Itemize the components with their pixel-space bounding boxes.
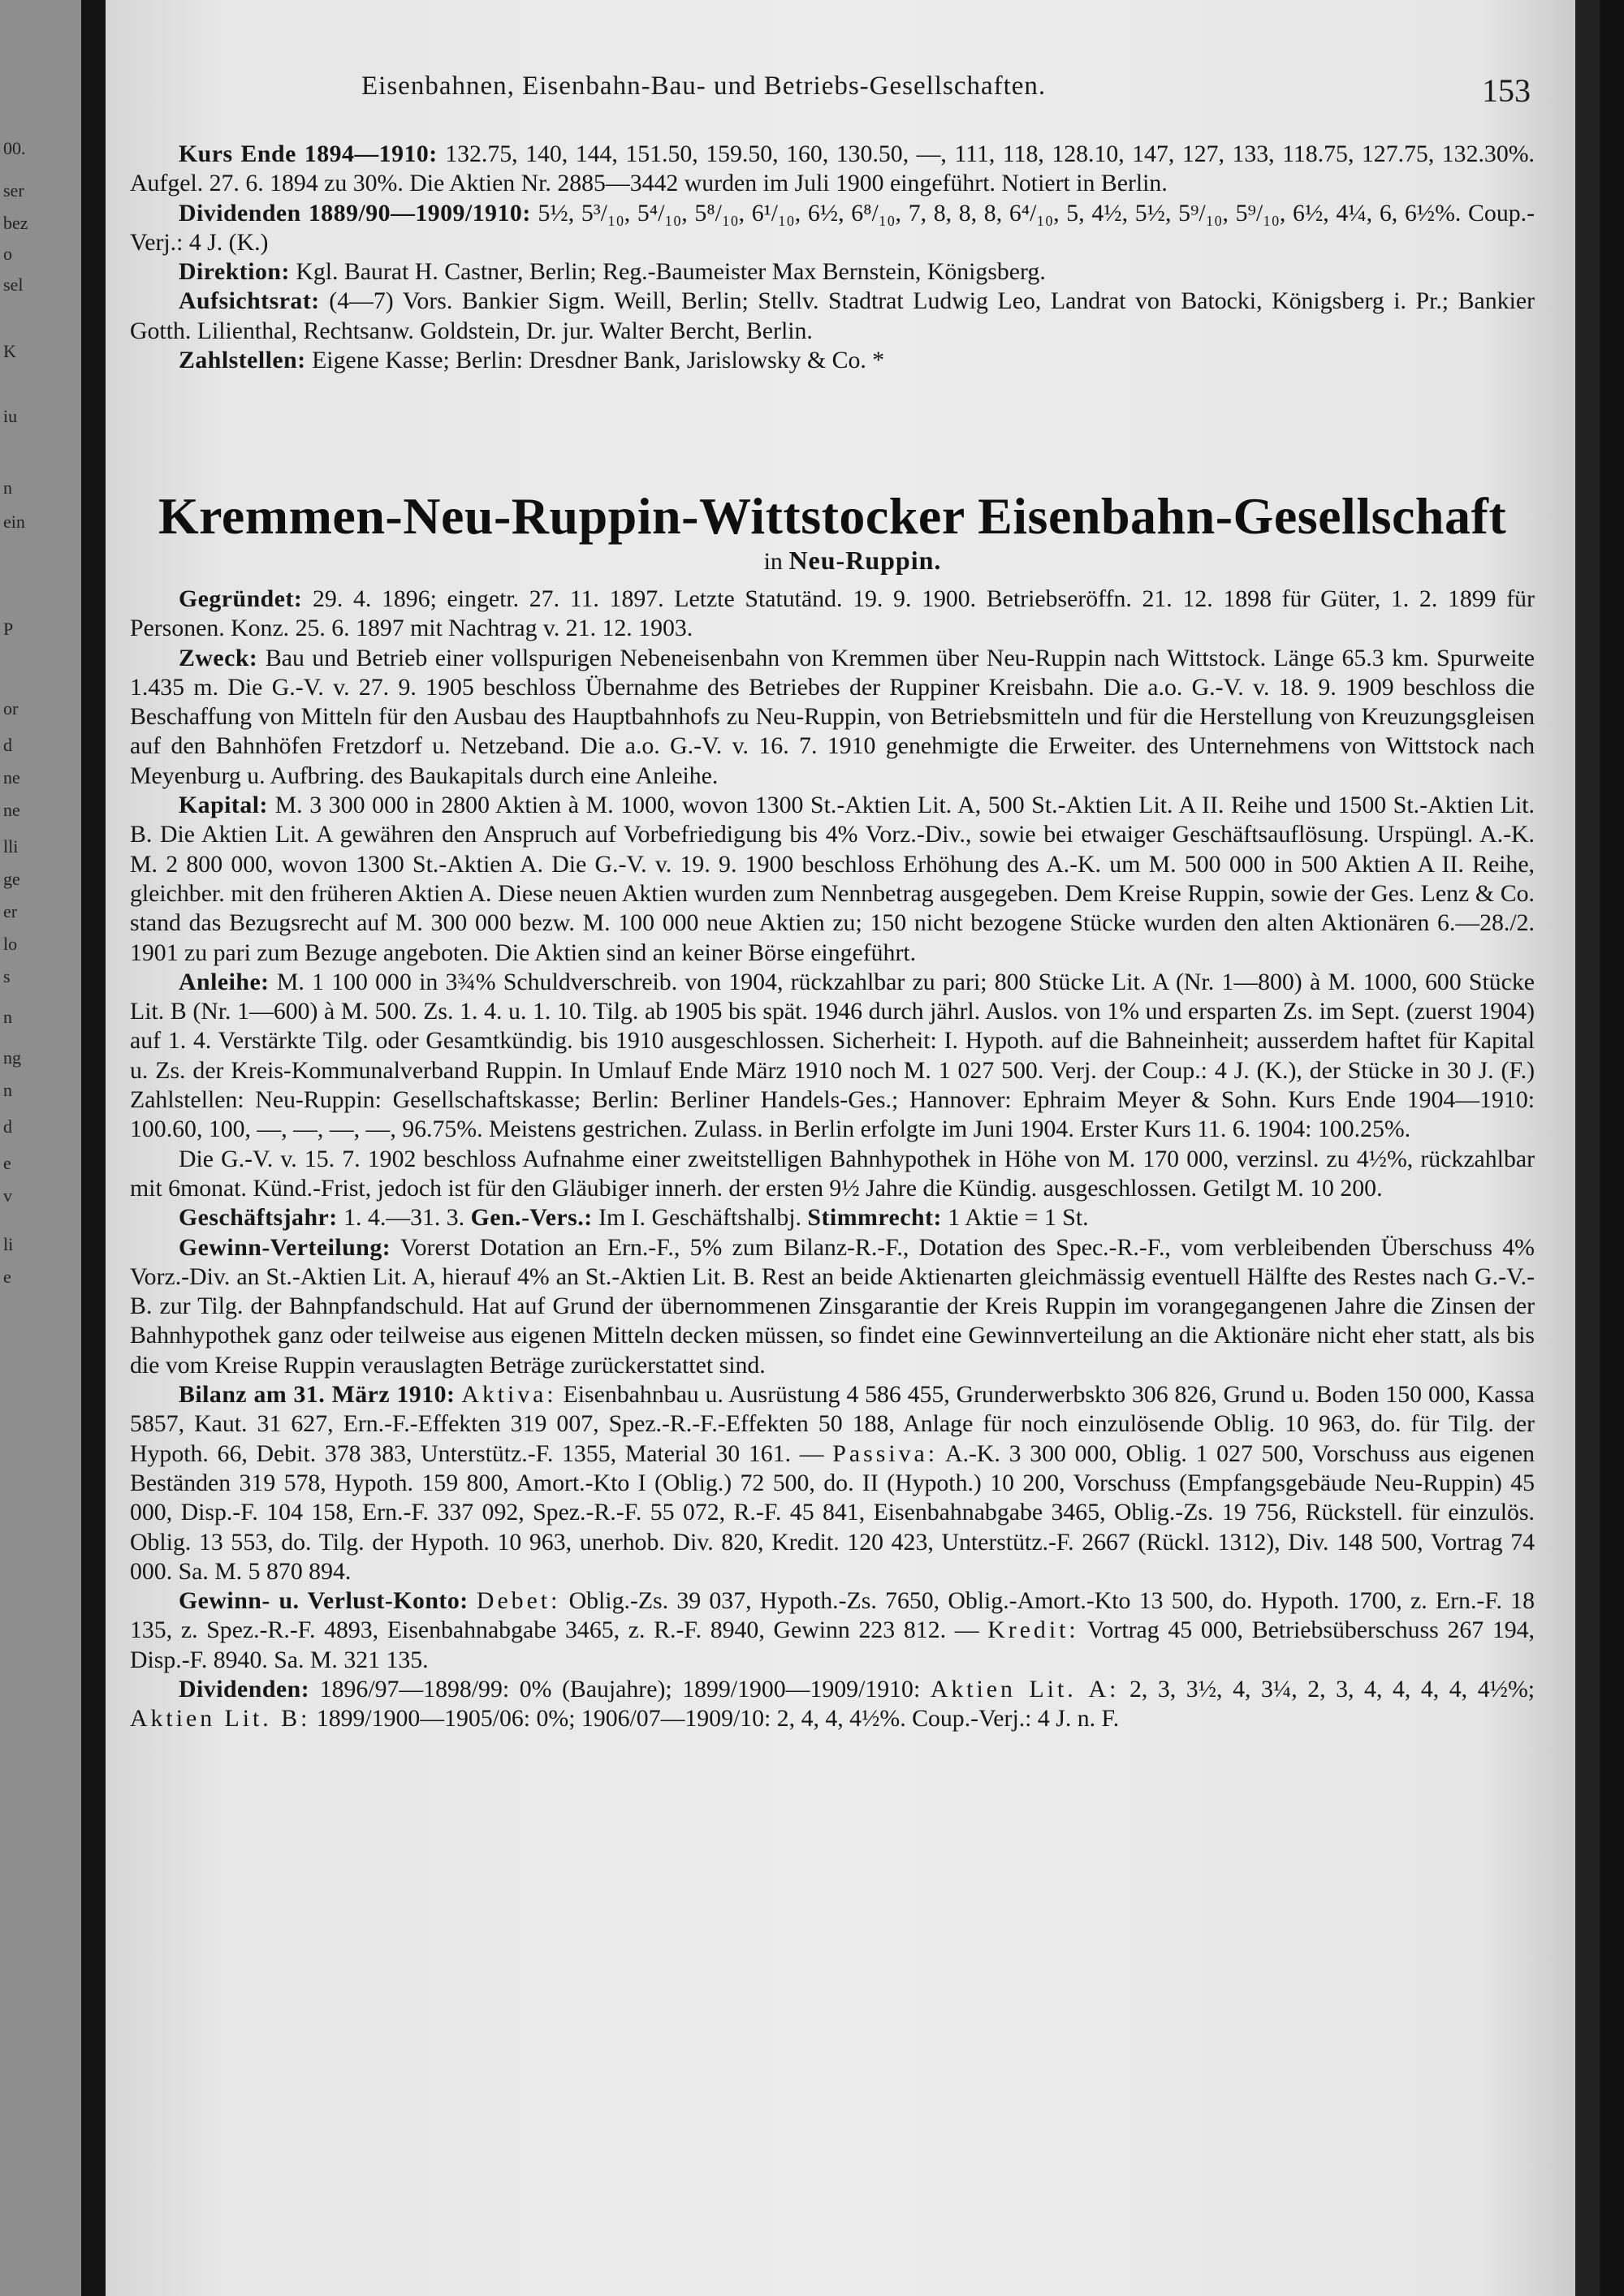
margin-fragment: bez: [3, 213, 28, 233]
margin-fragment: n: [3, 1080, 12, 1100]
passiva-label: Passiva:: [832, 1439, 938, 1467]
debet-label: Debet:: [476, 1587, 561, 1615]
company-location: [106, 546, 1600, 576]
margin-fragment: lli: [3, 836, 19, 857]
bilanz-paragraph: [130, 1380, 1535, 1586]
kurs-label: Kurs Ende 1894—1910:: [179, 140, 438, 167]
dividenden-text-2: 2, 3, 3½, 4, 3¼, 2, 3, 4, 4, 4, 4, 4½%;: [1129, 1675, 1535, 1703]
margin-fragment: lo: [3, 934, 18, 954]
margin-fragment: s: [3, 966, 11, 986]
dividends-text: 5½, 5³/₁₀, 5⁴/₁₀, 5⁸/₁₀, 6¹/₁₀, 6½, 6⁸/₁₀, 7, 8, 8, 8, 6⁴/₁₀, 5, 4½, 5½, 5⁹/₁₀, 5⁹/₁₀, 6½, 4¼, 6, 6½%. Coup.-Verj.: 4 J. (K.): [130, 199, 1535, 256]
kurs-text: 132.75, 140, 144, 151.50, 159.50, 160, 130.50, —, 111, 118, 128.10, 147, 127, 133, 118.75, 127.75, 132.30%. Aufgel. 27. 6. 1894 zu 30%. Die Aktien Nr. 2885—3442 wurden im Juli 1900 eingeführt. Notiert in Berlin.: [130, 140, 1535, 197]
anleihe-label: Anleihe:: [179, 968, 270, 995]
aufsichtsrat-label: Aufsichtsrat:: [179, 287, 320, 315]
zweck-label: Zweck:: [179, 644, 258, 671]
dividends-paragraph: [130, 199, 1535, 258]
gv-paragraph: [130, 1145, 1535, 1204]
margin-fragment: d: [3, 1116, 12, 1137]
header-title: Eisenbahnen, Eisenbahn-Bau- und Betriebs-Gesellschaften.: [361, 71, 1047, 101]
margin-fragment: d: [3, 735, 12, 755]
kapital-text: M. 3 300 000 in 2800 Aktien à M. 1000, wovon 1300 St.-Aktien Lit. A, 500 St.-Aktien Lit. A II. Reihe und 1500 St.-Aktien Lit. B. Die Aktien Lit. A gewähren den Anspruch auf Vorbefriedigung bis 4% Vorz.-Div., sowie bei etwaiger Geschäftsauflösung. Urspüngl. A.-K. M. 2 800 000, wovon 1300 St.-Aktien A. Die G.-V. v. 19. 9. 1900 beschloss Erhöhung des A.-K. um M. 500 000 in 500 Aktien A II. Reihe, gleichber. mit den früheren Aktien A. Diese neuen Aktien wurden zum Nennbetrag ausgegeben. Dem Kreise Ruppin, sowie der Ges. Lenz & Co. stand das Bezugsrecht auf M. 300 000 bezw. M. 100 000 neue Aktien zu; 150 nicht bezogene Stücke wurden den alten Aktionären 6.—28./2. 1901 zu pari zum Bezuge angeboten. Die Aktien sind an keiner Börse eingeführt.: [130, 792, 1535, 966]
dividenden-paragraph: [130, 1675, 1535, 1734]
margin-fragment: P: [3, 619, 14, 639]
location-prefix: in: [763, 548, 783, 575]
aufsichtsrat-paragraph: [130, 287, 1535, 346]
margin-fragment: ng: [3, 1047, 21, 1068]
zweck-paragraph: [130, 644, 1535, 791]
zahlstellen-text: Eigene Kasse; Berlin: Dresdner Bank, Jarislowsky & Co. *: [312, 347, 885, 374]
zahlstellen-label: Zahlstellen:: [179, 347, 306, 374]
direktion-text: Kgl. Baurat H. Castner, Berlin; Reg.-Baumeister Max Bernstein, Königsberg.: [296, 258, 1046, 286]
geschaeftsjahr-text: 1. 4.—31. 3.: [343, 1204, 465, 1232]
gegruendet-label: Gegründet:: [179, 585, 303, 612]
aktiva-label: Aktiva:: [461, 1381, 557, 1409]
margin-fragment: er: [3, 901, 18, 921]
zweck-text: Bau und Betrieb einer vollspurigen Nebeneisenbahn von Kremmen über Neu-Ruppin nach Wittstock. Länge 65.3 km. Spurweite 1.435 m. Die G.-V. v. 27. 9. 1905 beschloss Übernahme des Betriebes der Ruppiner Kreisbahn. Die a.o. G.-V. v. 18. 9. 1909 beschloss die Beschaffung von Mitteln für den Ausbau des Hauptbahnhofs zu Neu-Ruppin, von Betriebsmitteln und für die Herstellung von Kreuzungsgleisen auf den Bahnhöfen Fretzdorf u. Netzeband. Die a.o. G.-V. v. 16. 7. 1910 genehmigte die Erweiter. des Unternehmens von Wittstock nach Meyenburg u. Aufbring. des Baukapitals durch eine Anleihe.: [130, 644, 1535, 789]
bilanz-label: Bilanz am 31. März 1910:: [179, 1381, 456, 1409]
margin-fragment: iu: [3, 406, 18, 426]
anleihe-paragraph: [130, 968, 1535, 1145]
direktion-label: Direktion:: [179, 258, 290, 286]
page-number: 153: [1482, 72, 1531, 109]
company-title: Kremmen-Neu-Ruppin-Wittstocker Eisenbahn-Gesellschaft: [158, 487, 1507, 545]
guv-label: Gewinn- u. Verlust-Konto:: [179, 1587, 469, 1615]
gegruendet-text: 29. 4. 1896; eingetr. 27. 11. 1897. Letzte Statutänd. 19. 9. 1900. Betriebseröffn. 21. 12. 1898 für Güter, 1. 2. 1899 für Personen. Konz. 25. 6. 1897 mit Nachtrag v. 21. 12. 1903.: [130, 585, 1535, 642]
gewinnverteilung-paragraph: [130, 1233, 1535, 1380]
margin-fragment: v: [3, 1185, 12, 1206]
zahlstellen-paragraph: [130, 346, 1535, 375]
stimmrecht-text: 1 Aktie = 1 St.: [948, 1204, 1089, 1232]
gv-text: Die G.-V. v. 15. 7. 1902 beschloss Aufnahme einer zweitstelligen Bahnhypothek in Höhe von M. 170 000, verzinsl. zu 4½%, rückzahlbar mit 6monat. Künd.-Frist, jedoch ist für den Gläubiger innerh. der ersten 9½ Jahre die Kündig. ausgeschlossen. Getilgt M. 10 200.: [130, 1145, 1535, 1202]
margin-fragment: ser: [3, 180, 24, 201]
aktien-b-label: Aktien Lit. B:: [130, 1705, 311, 1733]
previous-entry: [130, 140, 1535, 375]
company-entry: [130, 585, 1535, 1734]
guv-paragraph: [130, 1586, 1535, 1675]
location-place: Neu-Ruppin.: [788, 546, 942, 575]
kapital-paragraph: [130, 791, 1535, 968]
geschaeftsjahr-label: Geschäftsjahr:: [179, 1204, 338, 1232]
book-gutter: [81, 0, 106, 2296]
margin-fragment: ein: [3, 511, 25, 532]
document-page: [106, 0, 1600, 2296]
dividenden-text-1: 1896/97—1898/99: 0% (Baujahre); 1899/1900—1909/1910:: [319, 1675, 921, 1703]
geschaeftsjahr-paragraph: [130, 1203, 1535, 1232]
genvers-label: Gen.-Vers.:: [470, 1204, 593, 1232]
margin-fragment: li: [3, 1234, 14, 1254]
guv-kredit-text: Vortrag 45 000, Betriebsüberschuss 267 194, Disp.-F. 8940. Sa. M. 321 135.: [130, 1616, 1535, 1673]
bilanz-passiva-text: A.-K. 3 300 000, Oblig. 1 027 500, Vorschuss aus eigenen Beständen 319 578, Hypoth. 159 800, Amort.-Kto I (Oblig.) 72 500, do. II (Hypoth.) 10 200, Vorschuss (Empfangsgebäude Neu-Ruppin) 45 000, Disp.-F. 104 158, Ern.-F. 337 092, Spez.-R.-F. 55 072, R.-F. 45 841, Eisenbahnabgabe 3465, Oblig.-Zs. 19 756, Rückstell. für einzulös. Oblig. 13 553, do. Tilg. der Hypoth. 10 963, unerhob. Div. 820, Kredit. 120 423, Unterstütz.-F. 2667 (Rückl. 1312), Div. 148 500, Vortrag 74 000. Sa. M. 5 870 894.: [130, 1439, 1535, 1585]
margin-fragment: n: [3, 477, 12, 498]
margin-fragment: e: [3, 1267, 11, 1287]
gewinnverteilung-text: Vorerst Dotation an Ern.-F., 5% zum Bilanz-R.-F., Dotation des Spec.-R.-F., vom verbleibenden Überschuss 4% Vorz.-Div. an St.-Aktien Lit. A, hierauf 4% an St.-Aktien Lit. B. Rest an beide Aktienarten gleichmässig eventuell Hälfte des Restes nach G.-V.-B. zur Tilg. der Bahnpfandschuld. Hat auf Grund der übernommenen Zinsgarantie der Kreis Ruppin im vorangegangenen Jahre die Zinsen der Bahnhypothek ganz oder teilweise aus eigenen Mitteln decken müssen, so findet eine Gewinnverteilung an die Aktionäre nicht eher statt, als bis die vom Kreise Ruppin verauslagten Beträge zurückerstattet sind.: [130, 1233, 1535, 1379]
dividends-label: Dividenden 1889/90—1909/1910:: [179, 199, 531, 227]
margin-fragment: n: [3, 1007, 12, 1027]
adjacent-page-margin: [0, 0, 81, 2296]
gewinnverteilung-label: Gewinn-Verteilung:: [179, 1233, 391, 1261]
margin-fragment: sel: [3, 274, 24, 295]
gegruendet-paragraph: [130, 585, 1535, 644]
genvers-text: Im I. Geschäftshalbj.: [598, 1204, 801, 1232]
margin-fragment: ne: [3, 800, 20, 820]
anleihe-text: M. 1 100 000 in 3¾% Schuldverschreib. von 1904, rückzahlbar zu pari; 800 Stücke Lit. A (Nr. 1—800) à M. 1000, 600 Stücke Lit. B (Nr. 1—600) à M. 500. Zs. 1. 4. u. 1. 10. Tilg. ab 1905 bis spät. 1946 durch jährl. Auslos. von 1% und ersparten Zs. im Sept. (zuerst 1904) auf 1. 4. Verstärkte Tilg. oder Gesamtkündig. bis 1910 ausgeschlossen. Sicherheit: I. Hypoth. auf die Bahneinheit; ausserdem haftet für Kapital u. Zs. der Kreis-Kommunalverband Ruppin. In Umlauf Ende März 1910 noch M. 1 027 500. Verj. der Coup.: 4 J. (K.), der Stücke in 30 J. (F.) Zahlstellen: Neu-Ruppin: Gesellschaftskasse; Berlin: Berliner Handels-Ges.; Hannover: Ephraim Meyer & Sohn. Kurs Ende 1904—1910: 100.60, 100, —, —, —, —, 96.75%. Meistens gestrichen. Zulass. in Berlin erfolgte im Juni 1904. Erster Kurs 11. 6. 1904: 100.25%.: [130, 968, 1535, 1143]
dividenden-label: Dividenden:: [179, 1675, 310, 1703]
kurs-paragraph: [130, 140, 1535, 199]
kredit-label: Kredit:: [987, 1616, 1079, 1644]
bilanz-aktiva-text: Eisenbahnbau u. Ausrüstung 4 586 455, Grunderwerbskto 306 826, Grund u. Boden 150 000, Kassa 5857, Kaut. 31 627, Ern.-F.-Effekten 319 007, Spez.-R.-F.-Effekten 50 188, Anlage für noch einzulösende Oblig. 10 963, do. für Tilg. der Hypoth. 66, Debit. 378 383, Unterstütz.-F. 1355, Material 30 161. —: [130, 1381, 1535, 1467]
aktien-a-label: Aktien Lit. A:: [930, 1675, 1120, 1703]
margin-fragment: ne: [3, 767, 20, 788]
page-edge-shadow: [1575, 0, 1600, 2296]
margin-fragment: o: [3, 244, 12, 264]
aufsichtsrat-text: (4—7) Vors. Bankier Sigm. Weill, Berlin; Stellv. Stadtrat Ludwig Leo, Landrat von Batocki, Königsberg i. Pr.; Bankier Gotth. Lilienthal, Rechtsanw. Goldstein, Dr. jur. Walter Bercht, Berlin.: [130, 287, 1535, 344]
kapital-label: Kapital:: [179, 792, 268, 819]
direktion-paragraph: [130, 257, 1535, 287]
margin-fragment: K: [3, 341, 16, 361]
dividenden-text-3: 1899/1900—1905/06: 0%; 1906/07—1909/10: 2, 4, 4, 4½%. Coup.-Verj.: 4 J. n. F.: [316, 1705, 1120, 1733]
margin-fragment: e: [3, 1153, 11, 1173]
margin-fragment: or: [3, 698, 19, 719]
stimmrecht-label: Stimmrecht:: [807, 1204, 942, 1232]
margin-fragment: 00.: [3, 138, 26, 158]
guv-debet-text: Oblig.-Zs. 39 037, Hypoth.-Zs. 7650, Oblig.-Amort.-Kto 13 500, do. Hypoth. 1700, z. Ern.-F. 18 135, z. Spez.-R.-F. 4893, Eisenbahnabgabe 3465, z. R.-F. 8940, Gewinn 223 812. —: [130, 1587, 1535, 1644]
margin-fragment: ge: [3, 869, 20, 889]
